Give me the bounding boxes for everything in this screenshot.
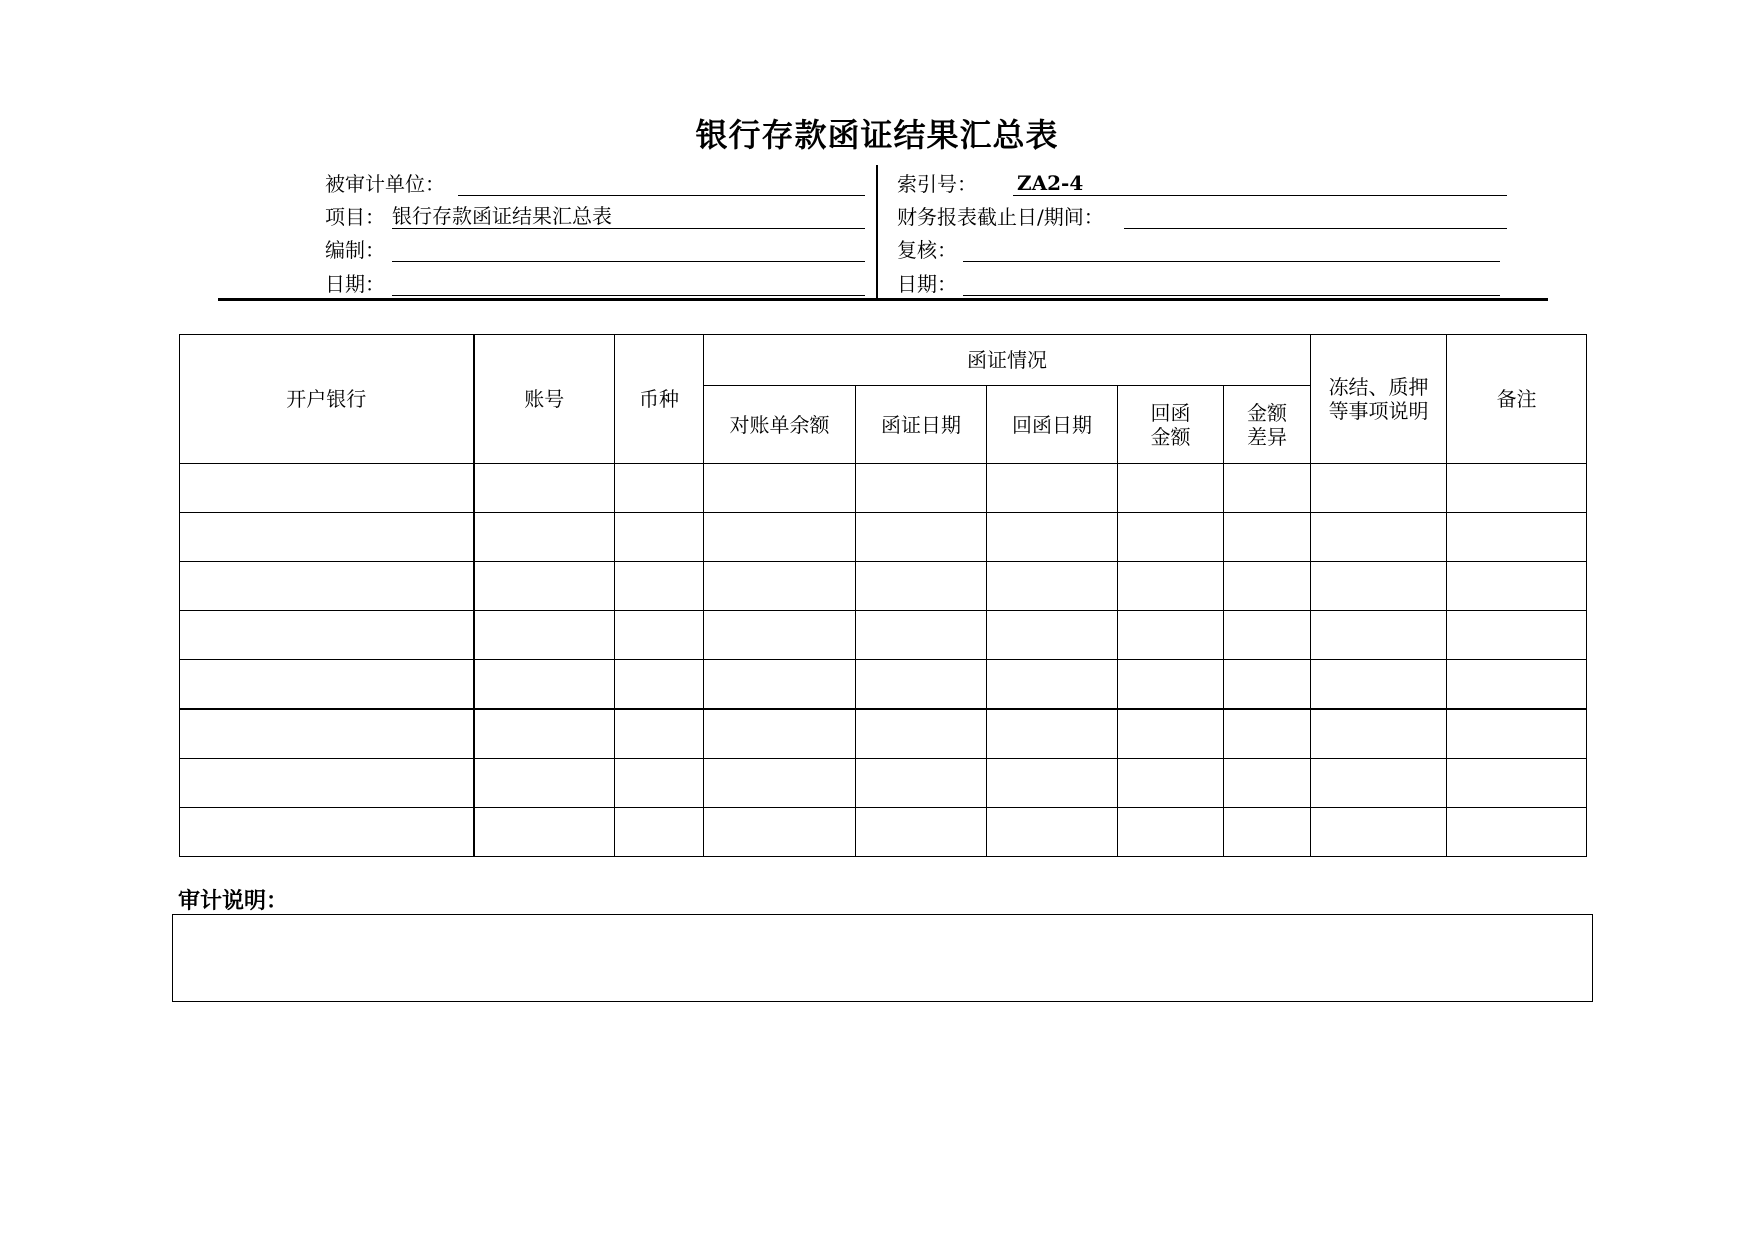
table-cell[interactable] <box>615 611 704 660</box>
col-freeze-pledge <box>1311 335 1447 464</box>
review-date-label: 日期： <box>897 272 957 296</box>
table-cell[interactable] <box>474 562 615 611</box>
table-cell[interactable] <box>704 660 856 710</box>
col-amount-difference-line1: 金额 <box>1247 400 1288 425</box>
table-cell[interactable] <box>1224 611 1311 660</box>
table-cell[interactable] <box>987 611 1118 660</box>
table-cell[interactable] <box>1447 464 1587 513</box>
table-cell[interactable] <box>987 513 1118 562</box>
index-label: 索引号： <box>897 172 977 196</box>
table-cell[interactable] <box>615 759 704 808</box>
col-freeze-pledge-line2: 等事项说明 <box>1328 399 1429 423</box>
project-field[interactable]: 银行存款函证结果汇总表 <box>392 204 865 229</box>
table-cell[interactable] <box>1118 759 1224 808</box>
prepared-date-field[interactable] <box>392 271 865 296</box>
table-row <box>180 464 1587 513</box>
table-cell[interactable] <box>704 513 856 562</box>
audit-notes-label: 审计说明： <box>178 888 289 914</box>
table-row <box>180 513 1587 562</box>
table-row <box>180 759 1587 808</box>
table-cell[interactable] <box>1118 808 1224 857</box>
table-cell[interactable] <box>1447 660 1587 710</box>
header-rule <box>218 298 1548 301</box>
table-cell[interactable] <box>1311 562 1447 611</box>
table-cell[interactable] <box>1311 660 1447 710</box>
table-cell[interactable] <box>856 660 987 710</box>
table-cell[interactable] <box>180 562 474 611</box>
col-freeze-pledge-line1: 冻结、质押 <box>1328 375 1429 399</box>
table-cell[interactable] <box>1311 709 1447 759</box>
table-cell[interactable] <box>180 808 474 857</box>
col-reply-amount <box>1118 386 1224 464</box>
period-label: 财务报表截止日/期间： <box>897 205 1104 229</box>
table-cell[interactable] <box>1118 611 1224 660</box>
header-divider <box>876 165 878 299</box>
col-reply-amount-line1: 回函 <box>1150 400 1191 425</box>
prepared-date-label: 日期： <box>325 272 385 296</box>
table-cell[interactable] <box>474 808 615 857</box>
table-cell[interactable] <box>1447 808 1587 857</box>
table-cell[interactable] <box>615 709 704 759</box>
page-title: 银行存款函证结果汇总表 <box>695 116 1059 154</box>
table-cell[interactable] <box>474 611 615 660</box>
table-cell[interactable] <box>1118 513 1224 562</box>
table-cell[interactable] <box>704 709 856 759</box>
table-cell[interactable] <box>1311 611 1447 660</box>
table-cell[interactable] <box>704 759 856 808</box>
table-cell[interactable] <box>615 808 704 857</box>
table-row <box>180 660 1587 710</box>
table-cell[interactable] <box>180 513 474 562</box>
col-confirmation-date: 函证日期 <box>856 386 987 464</box>
table-cell[interactable] <box>180 660 474 710</box>
table-cell[interactable] <box>1224 562 1311 611</box>
table-cell[interactable] <box>704 611 856 660</box>
table-cell[interactable] <box>987 759 1118 808</box>
table-cell[interactable] <box>1447 513 1587 562</box>
col-currency: 币种 <box>615 335 704 464</box>
confirmation-summary-table <box>179 334 1587 857</box>
table-cell[interactable] <box>615 562 704 611</box>
table-cell[interactable] <box>1118 660 1224 710</box>
col-bank: 开户银行 <box>180 335 474 464</box>
table-cell[interactable] <box>704 808 856 857</box>
table-cell[interactable] <box>1447 611 1587 660</box>
col-reply-amount-line2: 金额 <box>1150 424 1191 449</box>
col-amount-difference <box>1224 386 1311 464</box>
table-cell[interactable] <box>1311 808 1447 857</box>
prepared-by-label: 编制： <box>325 238 385 262</box>
table-cell[interactable] <box>615 660 704 710</box>
audit-notes-field[interactable] <box>172 914 1593 1002</box>
table-cell[interactable] <box>474 660 615 710</box>
col-amount-difference-line2: 差异 <box>1247 424 1288 449</box>
table-cell[interactable] <box>704 562 856 611</box>
table-cell[interactable] <box>180 709 474 759</box>
reviewed-by-label: 复核： <box>897 238 957 262</box>
table-cell[interactable] <box>474 513 615 562</box>
reviewed-by-field[interactable] <box>963 237 1500 262</box>
audited-unit-field[interactable] <box>458 171 865 196</box>
table-row <box>180 709 1587 759</box>
table-cell[interactable] <box>1118 562 1224 611</box>
table-cell[interactable] <box>1224 709 1311 759</box>
table-cell[interactable] <box>1224 513 1311 562</box>
prepared-by-field[interactable] <box>392 237 865 262</box>
review-date-field[interactable] <box>963 271 1500 296</box>
table-row <box>180 808 1587 857</box>
table-row <box>180 611 1587 660</box>
table-cell[interactable] <box>1224 464 1311 513</box>
table-cell[interactable] <box>987 562 1118 611</box>
table-cell[interactable] <box>615 513 704 562</box>
table-cell[interactable] <box>987 808 1118 857</box>
table-cell[interactable] <box>987 709 1118 759</box>
table-cell[interactable] <box>180 759 474 808</box>
table-cell[interactable] <box>856 709 987 759</box>
table-cell[interactable] <box>856 464 987 513</box>
period-field[interactable] <box>1124 204 1507 229</box>
table-cell[interactable] <box>1311 759 1447 808</box>
table-row <box>180 562 1587 611</box>
col-remarks: 备注 <box>1447 335 1587 464</box>
table-cell[interactable] <box>1224 759 1311 808</box>
table-cell[interactable] <box>474 464 615 513</box>
table-cell[interactable] <box>180 464 474 513</box>
col-reply-date: 回函日期 <box>987 386 1118 464</box>
project-label: 项目： <box>325 205 385 229</box>
col-statement-balance: 对账单余额 <box>704 386 856 464</box>
table-cell[interactable] <box>856 611 987 660</box>
table-cell[interactable] <box>1311 464 1447 513</box>
table-cell[interactable] <box>856 562 987 611</box>
table-cell[interactable] <box>1224 660 1311 710</box>
table-cell[interactable] <box>704 464 856 513</box>
table-cell[interactable] <box>1118 709 1224 759</box>
audited-unit-label: 被审计单位： <box>325 172 445 196</box>
table-cell[interactable] <box>1447 759 1587 808</box>
table-cell[interactable] <box>1447 709 1587 759</box>
table-cell[interactable] <box>987 660 1118 710</box>
table-cell[interactable] <box>474 709 615 759</box>
table-cell[interactable] <box>1311 513 1447 562</box>
table-cell[interactable] <box>615 464 704 513</box>
table-cell[interactable] <box>987 464 1118 513</box>
table-cell[interactable] <box>1447 562 1587 611</box>
col-group-confirmation: 函证情况 <box>704 335 1311 386</box>
table-cell[interactable] <box>1118 464 1224 513</box>
table-cell[interactable] <box>1224 808 1311 857</box>
table-cell[interactable] <box>474 759 615 808</box>
index-field[interactable]: ZA2-4 <box>1013 171 1507 196</box>
table-cell[interactable] <box>856 808 987 857</box>
table-cell[interactable] <box>856 759 987 808</box>
col-account: 账号 <box>474 335 615 464</box>
table-cell[interactable] <box>180 611 474 660</box>
table-cell[interactable] <box>856 513 987 562</box>
